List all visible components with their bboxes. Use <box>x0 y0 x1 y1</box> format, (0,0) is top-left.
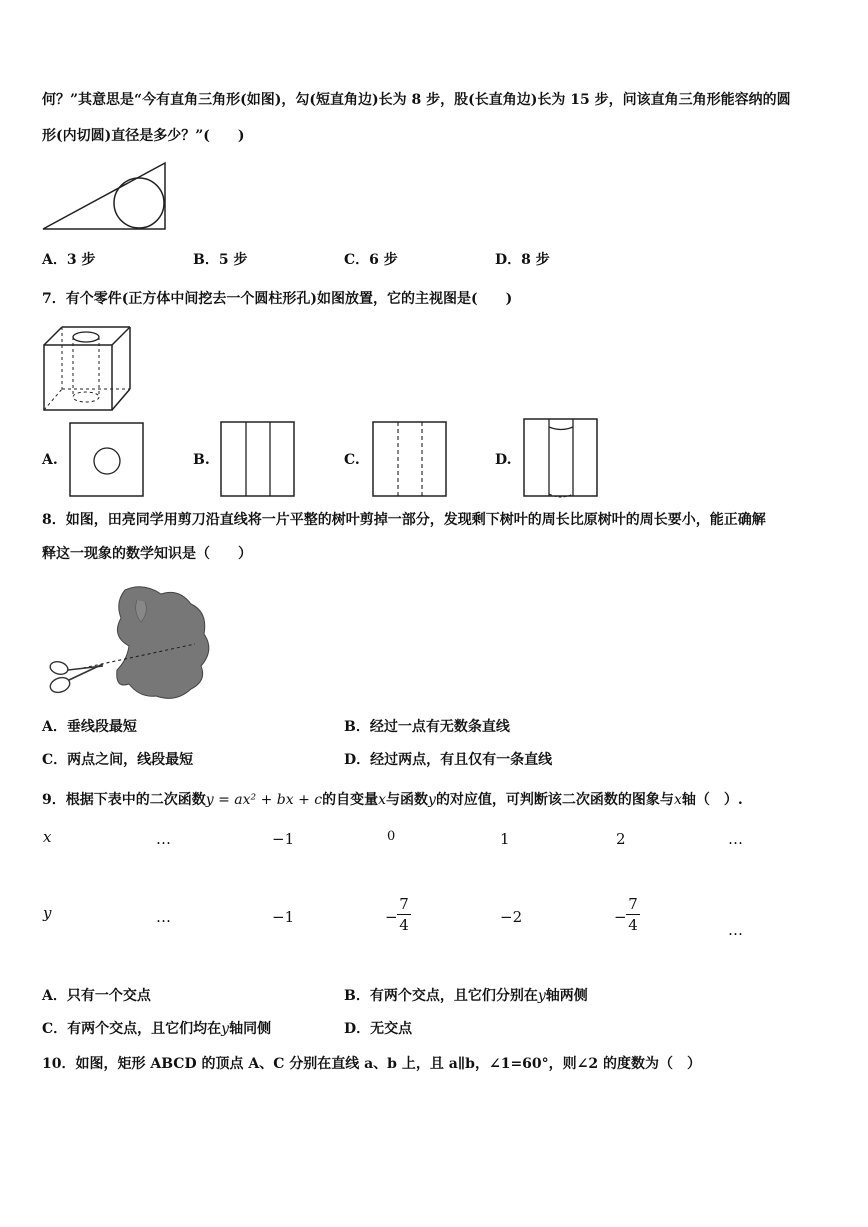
q9-option-c <box>42 1022 271 1036</box>
q9-var-x: x <box>378 792 387 808</box>
q9-table-y-fraction <box>397 895 411 934</box>
fraction-denominator: 4 <box>399 916 409 934</box>
q9-stem-mid3: 的对应值，可判断该二次函数的图象与 <box>435 792 674 808</box>
q9-table-y-cell: … <box>728 921 743 939</box>
q8-leaf-scissors-figure <box>45 582 215 712</box>
q7-option-b-label: B. <box>193 452 210 468</box>
q9-option-b-post: 轴两侧 <box>545 988 588 1004</box>
q9-option-c-post: 轴同侧 <box>229 1021 272 1037</box>
q10-stem: 10．如图，矩形 ABCD 的顶点 A、C 分别在直线 a、b 上，且 a∥b，∠1=60°，则∠2 的度数为（ ） <box>42 1056 702 1072</box>
q9-stem-end: 轴（ ）. <box>681 792 743 808</box>
q9-table-y-fraction <box>626 895 640 934</box>
q7-option-c-label: C. <box>344 452 360 468</box>
q6-option-c: C．6 步 <box>344 252 398 268</box>
q9-table-x-cell: 0 <box>387 829 396 844</box>
fraction-bar <box>397 914 411 915</box>
q9-table-y-cell: −2 <box>500 908 523 926</box>
q7-option-d-figure <box>523 418 599 498</box>
q9-stem-mid2: 与函数 <box>386 792 429 808</box>
q9-stem-mid1: 的自变量 <box>322 792 379 808</box>
q9-frac-sign: − <box>614 908 627 926</box>
q9-table-y-label: y <box>43 904 52 922</box>
q7-option-a-label: A. <box>42 452 58 468</box>
q9-table-x-cell: … <box>156 830 171 848</box>
q7-option-c-figure <box>372 421 448 498</box>
q6-option-b: B．5 步 <box>193 252 248 268</box>
q9-table-x-cell: … <box>728 830 743 848</box>
q6-option-d: D．8 步 <box>495 252 550 268</box>
q9-option-c-pre: C．有两个交点，且它们均在 <box>42 1021 222 1037</box>
q9-option-d: D．无交点 <box>344 1021 413 1037</box>
q8-text-line2: 释这一现象的数学知识是（ ） <box>42 546 252 562</box>
q9-option-a: A．只有一个交点 <box>42 988 151 1004</box>
q7-cube-figure <box>42 325 134 413</box>
q9-frac-sign: − <box>385 908 398 926</box>
q8-option-a: A．垂线段最短 <box>42 719 137 735</box>
q6-triangle-figure <box>40 160 170 232</box>
q9-var-y: y <box>428 792 436 808</box>
q6-text-line2: 形(内切圆)直径是多少？”( ) <box>42 128 245 144</box>
q9-option-b <box>344 989 588 1003</box>
q9-table-y-cell: −1 <box>272 908 295 926</box>
q7-option-d-label: D. <box>495 452 512 468</box>
q6-text-line1: 何？”其意思是“今有直角三角形(如图)，勾(短直角边)长为 8 步，股(长直角边)长为 15 步，问该直角三角形能容纳的圆 <box>42 92 791 108</box>
q7-option-a-figure <box>69 422 145 498</box>
q9-table-y-cell: … <box>156 908 171 926</box>
q8-option-d: D．经过两点，有且仅有一条直线 <box>344 752 553 768</box>
q9-stem-pre: 9．根据下表中的二次函数 <box>42 792 206 808</box>
q9-table-x-cell: −1 <box>272 830 295 848</box>
q9-option-b-var: y <box>537 988 546 1004</box>
q7-option-b-figure <box>220 421 296 498</box>
q9-option-b-pre: B．有两个交点，且它们分别在 <box>344 988 538 1004</box>
fraction-bar <box>626 914 640 915</box>
q8-option-c: C．两点之间，线段最短 <box>42 752 194 768</box>
q9-option-c-var: y <box>221 1021 230 1037</box>
q9-var-x-2: x <box>673 792 682 808</box>
q9-table-x-label: x <box>43 828 52 846</box>
q9-table-x-cell: 2 <box>616 830 626 848</box>
q9-table-x-cell: 1 <box>500 830 510 848</box>
q8-option-b: B．经过一点有无数条直线 <box>344 719 510 735</box>
q8-text-line1: 8．如图，田亮同学用剪刀沿直线将一片平整的树叶剪掉一部分，发现剩下树叶的周长比原树叶的周长要小，能正确解 <box>42 512 766 528</box>
fraction-numerator: 7 <box>628 895 638 913</box>
fraction-denominator: 4 <box>628 916 638 934</box>
q9-formula: y = ax² + bx + c <box>205 792 323 808</box>
q9-stem <box>42 793 743 807</box>
q6-option-a: A．3 步 <box>42 252 96 268</box>
q7-stem: 7．有个零件(正方体中间挖去一个圆柱形孔)如图放置，它的主视图是( ) <box>42 291 513 307</box>
fraction-numerator: 7 <box>399 895 409 913</box>
